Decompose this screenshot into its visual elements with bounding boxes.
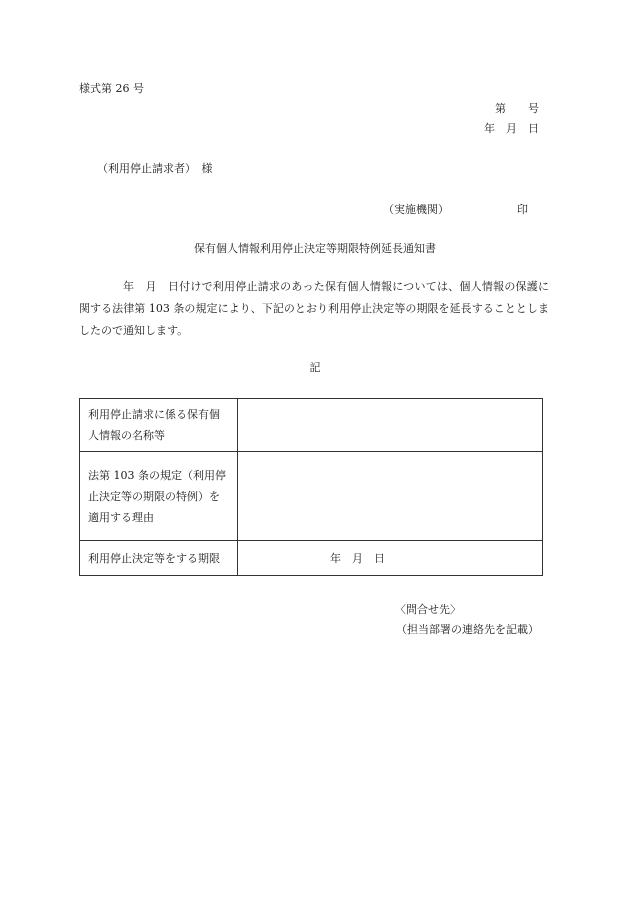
ki-heading: 記 [309, 361, 321, 374]
seal-mark: 印 [517, 203, 528, 216]
info-table [79, 398, 543, 576]
table-value [238, 399, 543, 452]
table-row [80, 452, 543, 541]
addressee: （利用停止請求者） 様 [97, 162, 213, 175]
table-label: 法第 103 条の規定（利用停止決定等の期限の特例）を適用する理由 [80, 452, 238, 541]
table-label: 利用停止請求に係る保有個人情報の名称等 [80, 399, 238, 452]
document-title: 保有個人情報利用停止決定等期限特例延長通知書 [194, 242, 436, 255]
body-paragraph: 年 月 日付けで利用停止請求のあった保有個人情報については、個人情報の保護に関する法律第 103 条の規定により、下記のとおり利用停止決定等の期限を延長することとしましたので通知します。 [79, 280, 549, 337]
contact-note: （担当部署の連絡先を記載） [396, 623, 539, 636]
table-row [80, 541, 543, 576]
table-value-date [238, 541, 543, 576]
table-row [80, 399, 543, 452]
deadline-date: 年 月 日 [330, 551, 385, 565]
sender-organization: （実施機関） [383, 203, 449, 216]
table-label: 利用停止決定等をする期限 [80, 541, 238, 576]
document-number: 第 号 [495, 102, 539, 115]
contact-label: 〈問合せ先〉 [395, 603, 461, 616]
table-value [238, 452, 543, 541]
form-number: 様式第 26 号 [79, 82, 144, 95]
document-date: 年 月 日 [484, 122, 539, 135]
